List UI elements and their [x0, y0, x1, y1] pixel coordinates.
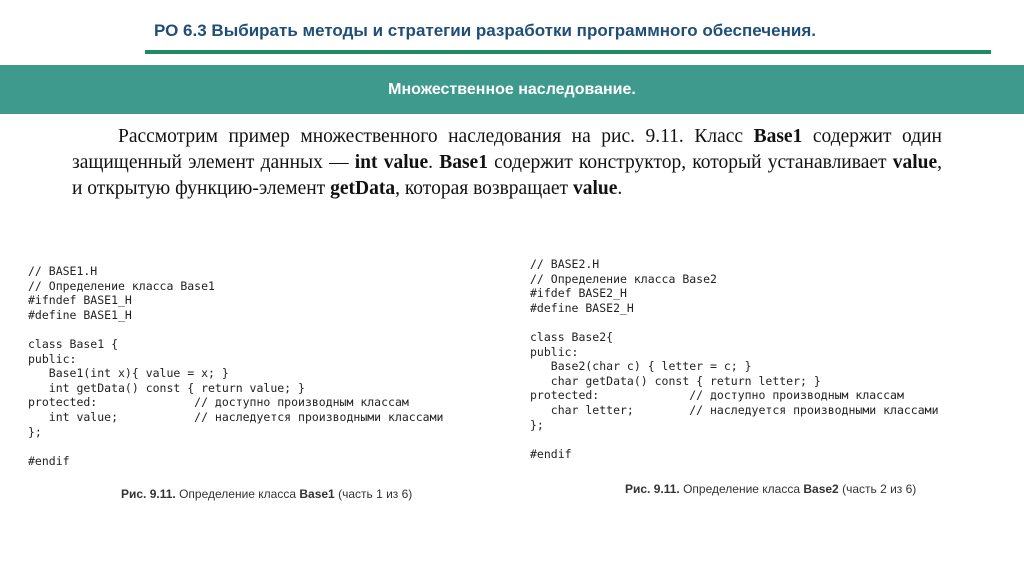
- figure-caption-part2: [625, 482, 916, 496]
- para-text-4: содержит конструктор, который устанавливает: [487, 152, 893, 173]
- caption-class-name: Base1: [299, 487, 335, 501]
- para-text-2: содержит один защищенный элемент данных —: [72, 126, 942, 173]
- caption-fig-label: Рис. 9.11.: [625, 482, 680, 496]
- section-banner: [0, 65, 1024, 114]
- para-bold-value-2: value: [572, 178, 618, 199]
- caption-fig-label: Рис. 9.11.: [121, 487, 176, 501]
- caption-class-name: Base2: [803, 482, 839, 496]
- para-bold-base1: Base1: [753, 126, 803, 147]
- para-bold-base1-2: Base1: [439, 152, 488, 173]
- intro-paragraph: [72, 124, 942, 202]
- para-text-7: .: [617, 178, 623, 199]
- para-bold-int-value: int value: [354, 152, 429, 173]
- para-text-5: , и открытую функцию-элемент: [72, 152, 942, 199]
- para-text-3: .: [428, 152, 440, 173]
- code-listing-base1: // BASE1.H // Определение класса Base1 #ifndef BASE1_H #define BASE1_H class Base1 { public: Base1(int x){ value = x; } int getData() const { return value; } protected: // доступно производным классам int value; // наследуется производными классами }; #endif: [28, 264, 444, 468]
- caption-text: Определение класса: [679, 482, 804, 496]
- slide-title: РО 6.3 Выбирать методы и стратегии разработки программного обеспечения.: [154, 21, 816, 40]
- para-text-6: , которая возвращает: [395, 178, 573, 199]
- title-divider: [145, 50, 991, 54]
- para-bold-getdata: getData: [330, 178, 396, 199]
- para-bold-value: value: [892, 152, 938, 173]
- banner-heading: Множественное наследование.: [388, 80, 636, 98]
- figure-caption-part1: [121, 487, 412, 501]
- caption-text: Определение класса: [175, 487, 300, 501]
- para-text-1: Рассмотрим пример множественного наследования на рис. 9.11. Класс: [118, 126, 754, 147]
- caption-part: (часть 1 из 6): [334, 487, 413, 501]
- caption-part: (часть 2 из 6): [838, 482, 917, 496]
- code-listing-base2: // BASE2.H // Определение класса Base2 #ifdef BASE2_H #define BASE2_H class Base2{ public: Base2(char c) { letter = c; } char getData() const { return letter; } protected: // доступно производным классам char letter; // наследуется производными классами }; #endif: [530, 257, 939, 461]
